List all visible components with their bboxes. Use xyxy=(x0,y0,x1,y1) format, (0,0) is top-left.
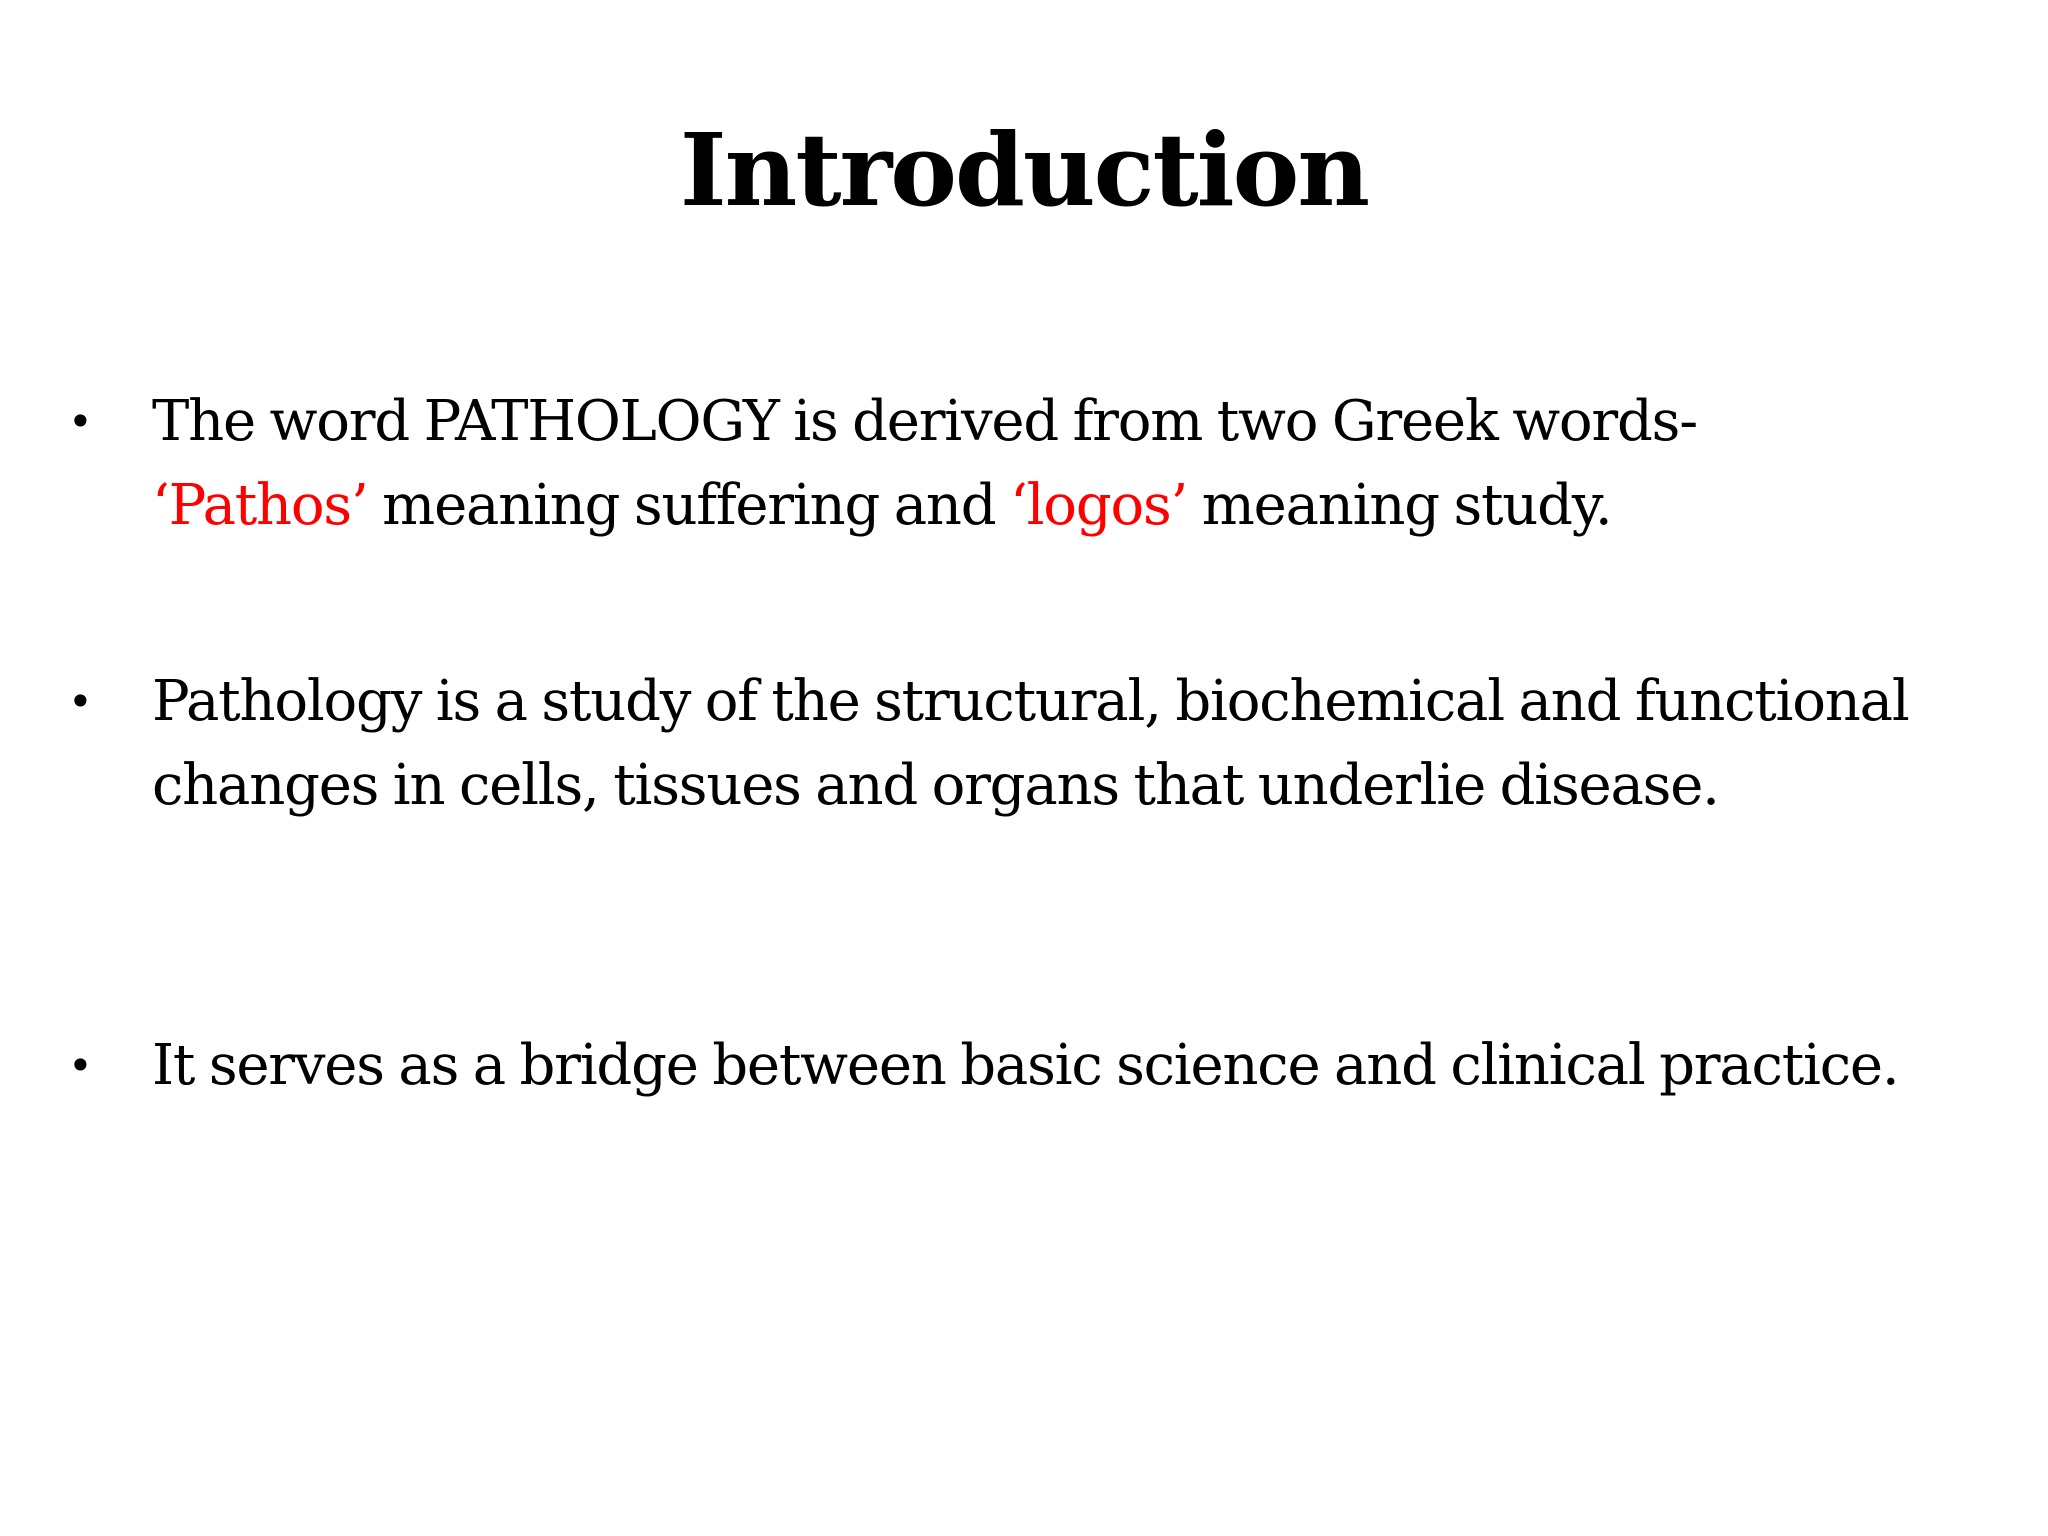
bullet-text-line1: The word PATHOLOGY is derived from two Greek words- xyxy=(152,389,1697,454)
bullet-dot: • xyxy=(68,397,93,446)
greek-term-logos: ‘logos’ xyxy=(1010,473,1188,538)
bullet-text xyxy=(152,380,1972,548)
bullet-dot: • xyxy=(68,677,93,726)
greek-term-pathos: ‘Pathos’ xyxy=(152,473,368,538)
bullet-text-mid: meaning suffering and xyxy=(367,473,1010,538)
bullet-dot: • xyxy=(68,1041,93,1090)
slide-title: Introduction xyxy=(679,111,1369,229)
bullet-text: Pathology is a study of the structural, biochemical and functional changes in cells, tissues and organs that underlie disease. xyxy=(152,669,1909,818)
bullet-text: It serves as a bridge between basic science and clinical practice. xyxy=(152,1033,1899,1098)
bullet-text-end: meaning study. xyxy=(1187,473,1612,538)
